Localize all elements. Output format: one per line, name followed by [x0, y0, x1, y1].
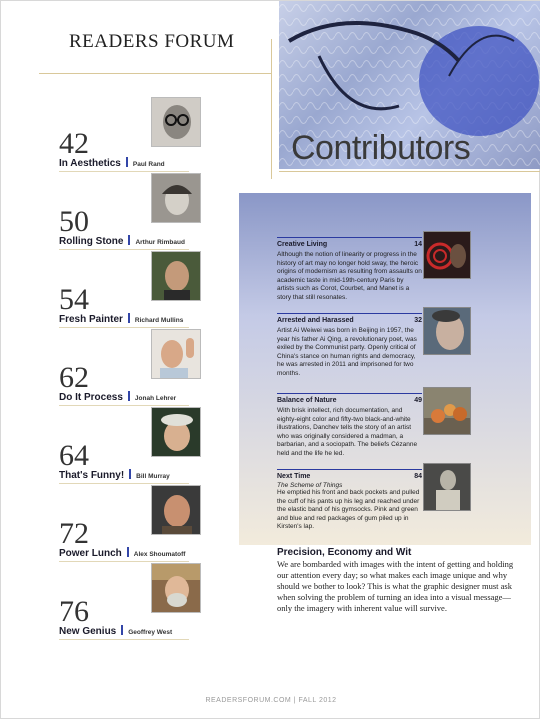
- divider-bar: [129, 469, 131, 479]
- contributor-name: Paul Rand: [132, 161, 165, 168]
- article-card[interactable]: [277, 393, 422, 459]
- article-card[interactable]: [277, 313, 422, 379]
- entry-underline: [59, 327, 189, 328]
- entry-underline: [59, 561, 189, 562]
- article-page: 32: [414, 317, 422, 324]
- page-number: 42: [59, 127, 89, 160]
- contributor-name: Jonah Lehrer: [134, 395, 177, 402]
- masthead: READERS FORUM: [69, 31, 235, 52]
- portrait-jonah-lehrer: [151, 329, 201, 379]
- page-number: 54: [59, 283, 89, 316]
- entry-underline: [59, 171, 189, 172]
- page-number: 50: [59, 205, 89, 238]
- article-title: Next Time: [277, 473, 311, 480]
- article-thumbnail: [423, 307, 471, 355]
- page-number: 76: [59, 595, 89, 628]
- article-body: With brisk intellect, rich documentation, and eighty-eight color and fifty-two black-and-white illustrations, Danchev tells the story of an artist who was originally considered a madman, a barbarian, and a sociopath. The beliefs Cézanne held and the life he led.: [277, 407, 418, 457]
- entry-underline: [59, 249, 189, 250]
- page-number: 62: [59, 361, 89, 394]
- entry-title: In Aesthetics: [59, 158, 121, 169]
- divider-bar: [128, 313, 130, 323]
- page-footer: READERSFORUM.COM | FALL 2012: [205, 697, 337, 704]
- contributor-name: Bill Murray: [136, 473, 170, 480]
- divider-bar: [121, 625, 123, 635]
- page-number: 72: [59, 517, 89, 550]
- entry-title: Do It Process: [59, 392, 123, 403]
- entry-title: That's Funny!: [59, 470, 125, 481]
- article-thumbnail: [423, 231, 471, 279]
- page-number: 64: [59, 439, 89, 472]
- portrait-bill-murray: [151, 407, 201, 457]
- divider-bar: [126, 157, 128, 167]
- entry-underline: [59, 639, 189, 640]
- hero-rule: [279, 171, 540, 172]
- contributor-name: Arthur Rimbaud: [135, 239, 185, 246]
- entry-title: Fresh Painter: [59, 314, 123, 325]
- article-card[interactable]: [277, 469, 422, 532]
- article-page: 49: [414, 397, 422, 404]
- article-thumbnail: [423, 387, 471, 435]
- portrait-arthur-rimbaud: [151, 173, 201, 223]
- feature-title: Precision, Economy and Wit: [277, 547, 412, 558]
- article-subtitle: The Scheme of Things: [277, 482, 343, 489]
- article-page: 84: [414, 473, 422, 480]
- portrait-richard-mullins: [151, 251, 201, 301]
- article-card[interactable]: [277, 237, 422, 303]
- divider-bar: [128, 391, 130, 401]
- article-thumbnail: [423, 463, 471, 511]
- article-body: Although the notion of linearity or progress in the history of art may no longer hold sway, the heroic origins of modernism as resulting from assaults on academic taste in mid-19th-century Paris by artists such as Corot, Courbet, and Manet is a story that still resonates.: [277, 251, 422, 301]
- portrait-geoffrey-west: [151, 563, 201, 613]
- contributor-name: Alex Shoumatoff: [133, 551, 186, 558]
- article-title: Creative Living: [277, 241, 328, 248]
- entry-title: Power Lunch: [59, 548, 122, 559]
- entry-title: Rolling Stone: [59, 236, 124, 247]
- contributor-name: Richard Mullins: [134, 317, 184, 324]
- article-title: Arrested and Harassed: [277, 317, 354, 324]
- portrait-paul-rand: [151, 97, 201, 147]
- feature-body: We are bombarded with images with the intent of getting and holding our attention every day; so what makes each image unique and why should we bother to look? This is what the graphic designer must ask when solving the problem of turning an idea into a visual message—only the imagery with inherent value will survive.: [277, 559, 514, 613]
- header-vertical-rule: [271, 39, 272, 179]
- header-rule: [39, 73, 271, 74]
- article-page: 14: [414, 241, 422, 248]
- contributor-name: Geoffrey West: [128, 629, 173, 636]
- divider-bar: [127, 547, 129, 557]
- divider-bar: [128, 235, 130, 245]
- article-body: Artist Ai Weiwei was born in Beijing in 1957, the year his father Ai Qing, a revolutionary poet, was exiled by the Communist party. Openly critical of China's stance on human rights and democracy, he was arrested in 2011 and imprisoned for two months.: [277, 327, 417, 377]
- entry-underline: [59, 405, 189, 406]
- article-body: He emptied his front and back pockets and pulled the cuff of his pants up his leg and reached under the elastic band of his gymsocks. Pink and green and blue and red packages of gum piled up in Kirsten's lap.: [277, 489, 420, 531]
- entry-underline: [59, 483, 189, 484]
- entry-title: New Genius: [59, 626, 117, 637]
- hero-image: [279, 1, 540, 169]
- portrait-alex-shoumatoff: [151, 485, 201, 535]
- article-title: Balance of Nature: [277, 397, 337, 404]
- hero-title: Contributors: [291, 129, 471, 167]
